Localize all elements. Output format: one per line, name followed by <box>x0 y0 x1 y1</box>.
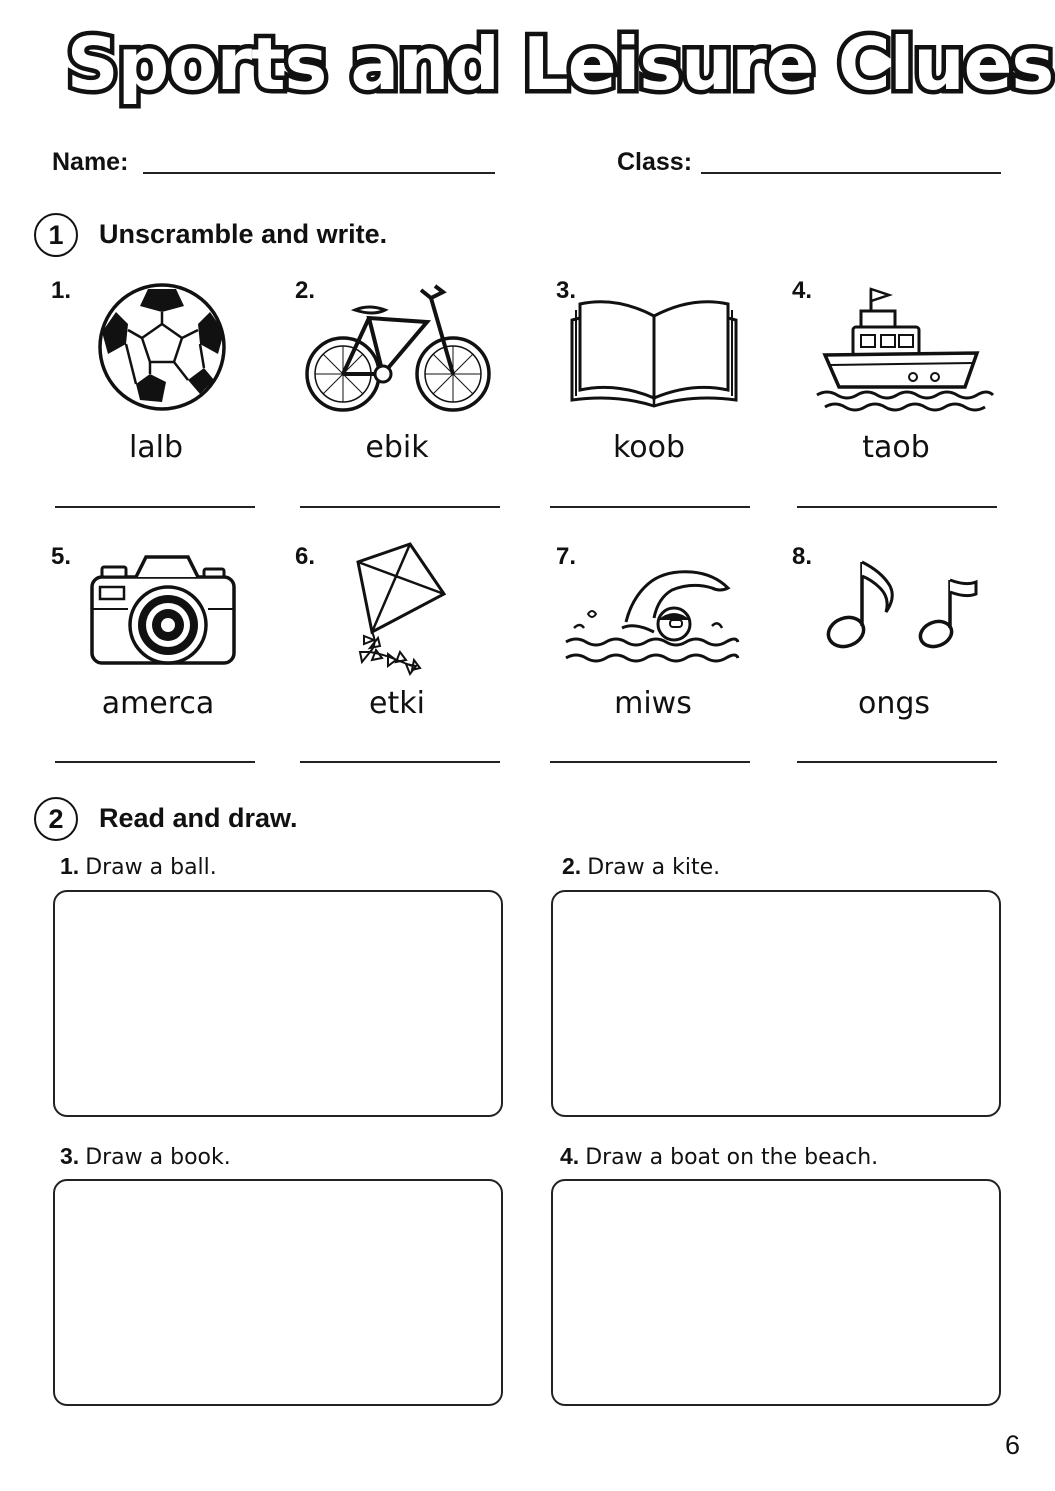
scrambled-word-3: koob <box>612 430 686 465</box>
drawing-box-2[interactable] <box>551 890 1001 1117</box>
section-1-title: Unscramble and write. <box>99 219 388 249</box>
open-book-icon <box>566 294 742 408</box>
item-6-number: 6. <box>295 543 316 570</box>
draw-prompt-3-text: Draw a book. <box>85 1145 231 1170</box>
answer-line-3[interactable] <box>550 506 750 508</box>
draw-prompt-1-text: Draw a ball. <box>85 855 217 880</box>
drawing-box-3[interactable] <box>53 1179 503 1406</box>
scrambled-word-7: miws <box>614 686 692 721</box>
scrambled-word-8: ongs <box>857 686 931 721</box>
draw-prompt-2-text: Draw a kite. <box>587 855 721 880</box>
scrambled-word-2: ebik <box>365 430 429 465</box>
draw-prompt-1-number: 1. <box>60 853 80 879</box>
draw-prompt-4-text: Draw a boat on the beach. <box>585 1145 879 1170</box>
section-2-number: 2 <box>34 797 78 841</box>
item-7-number: 7. <box>556 543 577 570</box>
drawing-box-4[interactable] <box>551 1179 1001 1406</box>
answer-line-2[interactable] <box>300 506 500 508</box>
boat-icon <box>815 283 995 415</box>
answer-line-8[interactable] <box>797 761 997 763</box>
answer-line-5[interactable] <box>55 761 255 763</box>
answer-line-4[interactable] <box>797 506 997 508</box>
scrambled-word-1: lalb <box>128 430 184 465</box>
draw-prompt-2 <box>562 853 720 880</box>
scrambled-word-4: taob <box>862 430 930 465</box>
scrambled-word-5: amerca <box>101 686 215 721</box>
music-notes-icon <box>824 556 984 656</box>
draw-prompt-3-number: 3. <box>60 1143 80 1169</box>
bicycle-icon <box>303 278 495 416</box>
draw-prompt-4-number: 4. <box>560 1143 580 1169</box>
item-1-number: 1. <box>51 277 72 304</box>
item-5-number: 5. <box>51 543 72 570</box>
name-field[interactable] <box>143 172 495 174</box>
scrambled-word-6: etki <box>369 686 425 721</box>
page-number: 6 <box>1005 1430 1021 1460</box>
draw-prompt-1 <box>60 853 217 880</box>
item-4-number: 4. <box>792 277 813 304</box>
section-2-title: Read and draw. <box>99 803 298 833</box>
class-label: Class: <box>617 148 693 176</box>
answer-line-1[interactable] <box>55 506 255 508</box>
item-2-number: 2. <box>295 277 316 304</box>
item-3-number: 3. <box>556 277 577 304</box>
swimmer-icon <box>562 562 740 668</box>
soccer-ball-icon <box>96 282 230 412</box>
item-8-number: 8. <box>792 543 813 570</box>
drawing-box-1[interactable] <box>53 890 503 1117</box>
section-1-number: 1 <box>34 213 78 257</box>
draw-prompt-2-number: 2. <box>562 853 582 879</box>
draw-prompt-3 <box>60 1143 231 1170</box>
answer-line-7[interactable] <box>550 761 750 763</box>
draw-prompt-4 <box>560 1143 878 1170</box>
page-title: Sports and Leisure Clues <box>66 22 1054 106</box>
camera-icon <box>88 553 238 667</box>
answer-line-6[interactable] <box>300 761 500 763</box>
kite-icon <box>348 540 448 680</box>
name-label: Name: <box>52 148 129 176</box>
class-field[interactable] <box>701 172 1001 174</box>
